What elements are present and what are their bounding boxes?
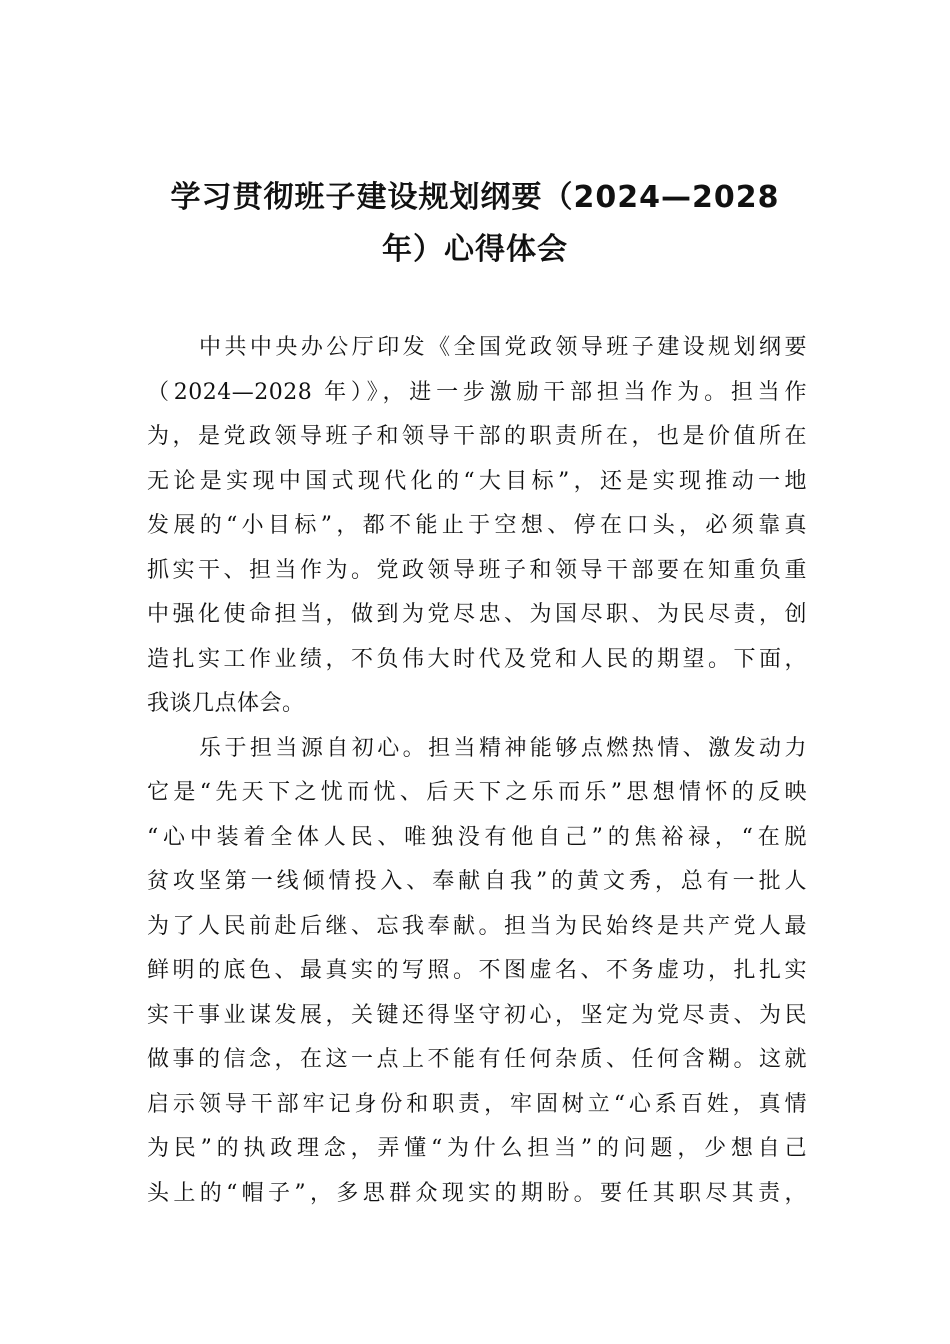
text-line: “心中装着全体人民、唯独没有他自己”的焦裕禄，“在脱 [147, 824, 807, 850]
text-line: 为民”的执政理念，弄懂“为什么担当”的问题，少想自己 [147, 1136, 807, 1161]
text-line: 做事的信念，在这一点上不能有任何杂质、任何含糊。这就 [147, 1047, 807, 1072]
text-line: 中强化使命担当，做到为党尽忠、为国尽职、为民尽责，创 [147, 602, 807, 627]
text-line: 中共中央办公厅印发《全国党政领导班子建设规划纲要 [199, 335, 807, 360]
text-line: 头上的“帽子”，多思群众现实的期盼。要任其职尽其责， [147, 1180, 807, 1206]
text-line: 无论是实现中国式现代化的“大目标”，还是实现推动一地 [147, 468, 807, 494]
text-line: 我谈几点体会。 [147, 691, 305, 716]
document-title [140, 172, 810, 276]
text-line: 为，是党政领导班子和领导干部的职责所在，也是价值所在 [147, 424, 807, 449]
text-line: 实干事业谋发展，关键还得坚守初心，坚定为党尽责、为民 [147, 1002, 807, 1028]
text-line: （2024—2028 年）》，进一步激励干部担当作为。担当作 [147, 379, 807, 405]
text-line: 造扎实工作业绩，不负伟大时代及党和人民的期望。下面， [147, 646, 807, 672]
title-line: 学习贯彻班子建设规划纲要（2024—2028 [170, 180, 780, 215]
text-line: 为了人民前赴后继、忘我奉献。担当为民始终是共产党人最 [147, 913, 807, 939]
paragraph-initial-mission [147, 727, 807, 1217]
text-line: 它是“先天下之忧而忧、后天下之乐而乐”思想情怀的反映 [147, 780, 807, 805]
text-line: 启示领导干部牢记身份和职责，牢固树立“心系百姓，真情 [147, 1091, 807, 1117]
text-line: 鲜明的底色、最真实的写照。不图虚名、不务虚功，扎扎实 [147, 958, 807, 983]
text-line: 发展的“小目标”，都不能止于空想、停在口头，必须靠真 [147, 513, 807, 538]
title-line: 年）心得体会 [382, 232, 568, 267]
paragraph-intro [147, 326, 807, 727]
text-line: 贫攻坚第一线倾情投入、奉献自我”的黄文秀，总有一批人 [147, 869, 807, 894]
document-body [147, 326, 807, 1216]
text-line: 乐于担当源自初心。担当精神能够点燃热情、激发动力 [199, 735, 807, 761]
text-line: 抓实干、担当作为。党政领导班子和领导干部要在知重负重 [147, 557, 807, 583]
